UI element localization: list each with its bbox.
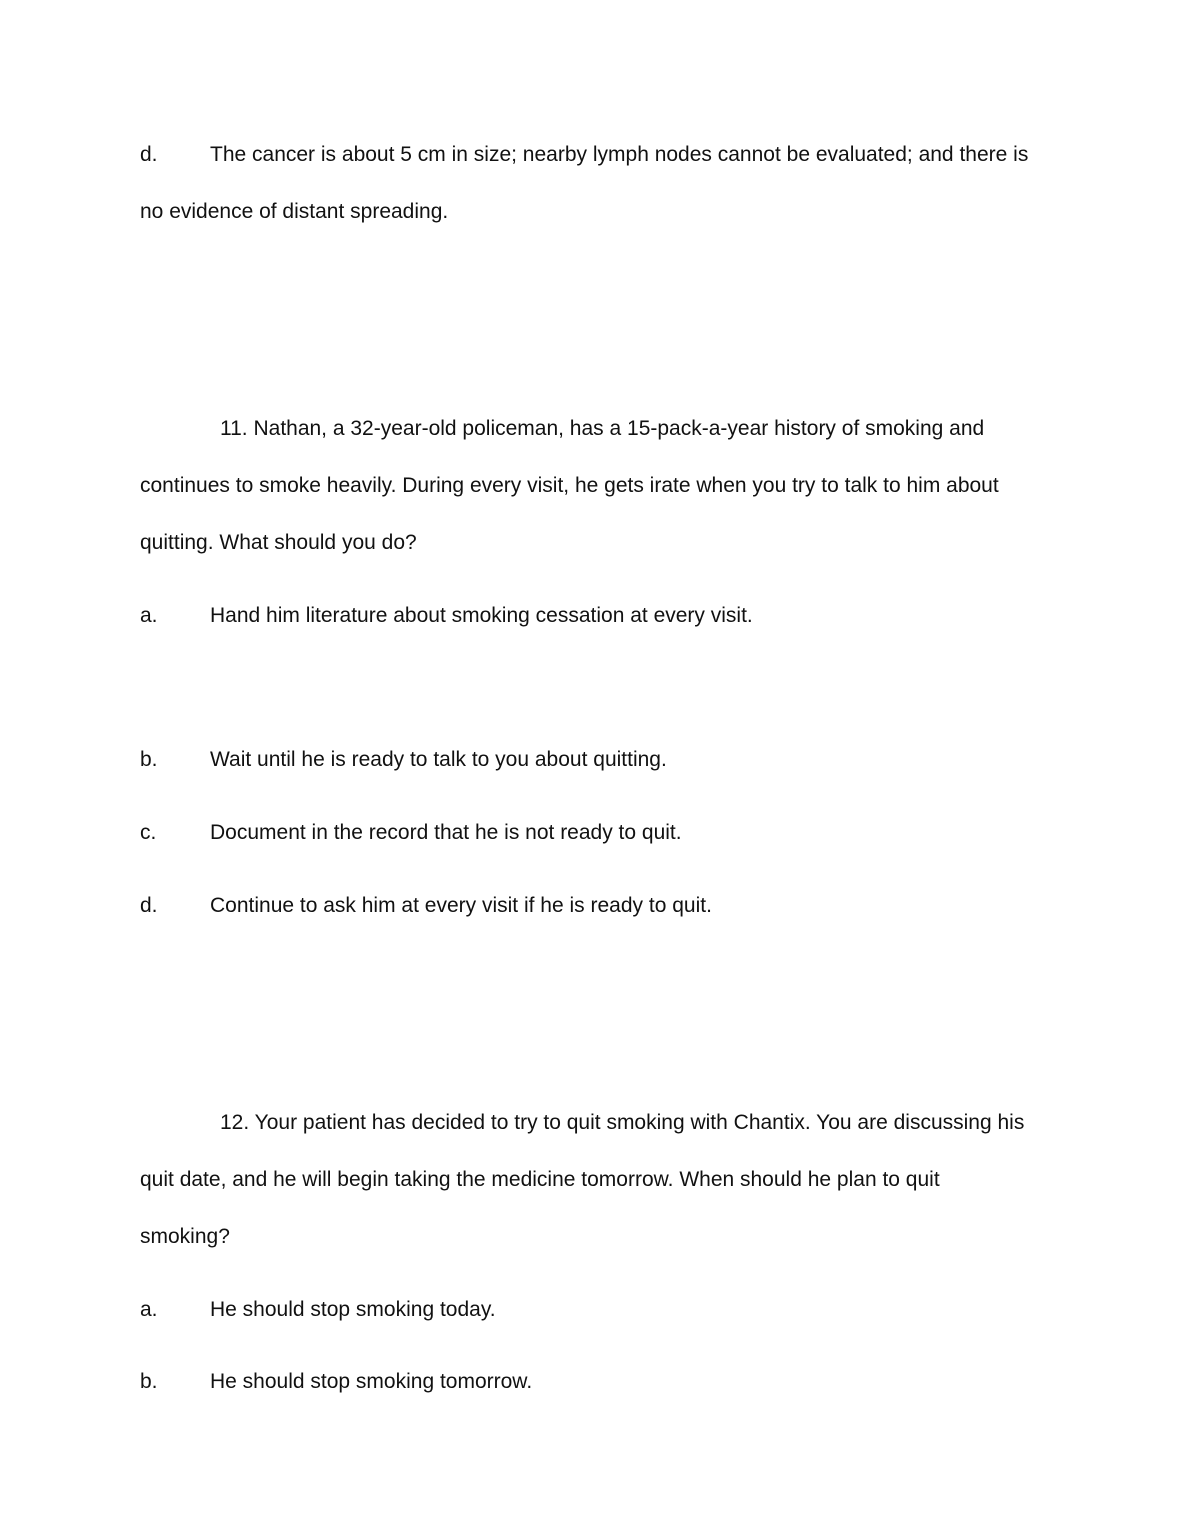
question-stem-line: continues to smoke heavily. During every visit, he gets irate when you try to talk to him about [140,474,999,497]
question-stem-line: 11. Nathan, a 32-year-old policeman, has a 15-pack-a-year history of smoking and [220,417,985,440]
option-text: He should stop smoking tomorrow. [210,1370,533,1393]
question-stem-line: quit date, and he will begin taking the medicine tomorrow. When should he plan to quit [140,1168,940,1191]
option-text-continued: no evidence of distant spreading. [140,200,449,223]
option-letter: d. [140,894,158,917]
question-stem-line: quitting. What should you do? [140,531,417,554]
option-text: Wait until he is ready to talk to you about quitting. [210,748,667,771]
option-text: Hand him literature about smoking cessation at every visit. [210,604,753,627]
option-letter: a. [140,1298,158,1321]
question-stem-line: 12. Your patient has decided to try to quit smoking with Chantix. You are discussing his [220,1111,1025,1134]
option-text: Continue to ask him at every visit if he is ready to quit. [210,894,712,917]
option-letter: b. [140,1370,158,1393]
option-text: Document in the record that he is not ready to quit. [210,821,682,844]
option-letter: c. [140,821,157,844]
option-text: The cancer is about 5 cm in size; nearby lymph nodes cannot be evaluated; and there is [210,143,1029,166]
option-letter: a. [140,604,158,627]
question-stem-line: smoking? [140,1225,230,1248]
option-letter: b. [140,748,158,771]
option-letter: d. [140,143,158,166]
option-text: He should stop smoking today. [210,1298,496,1321]
